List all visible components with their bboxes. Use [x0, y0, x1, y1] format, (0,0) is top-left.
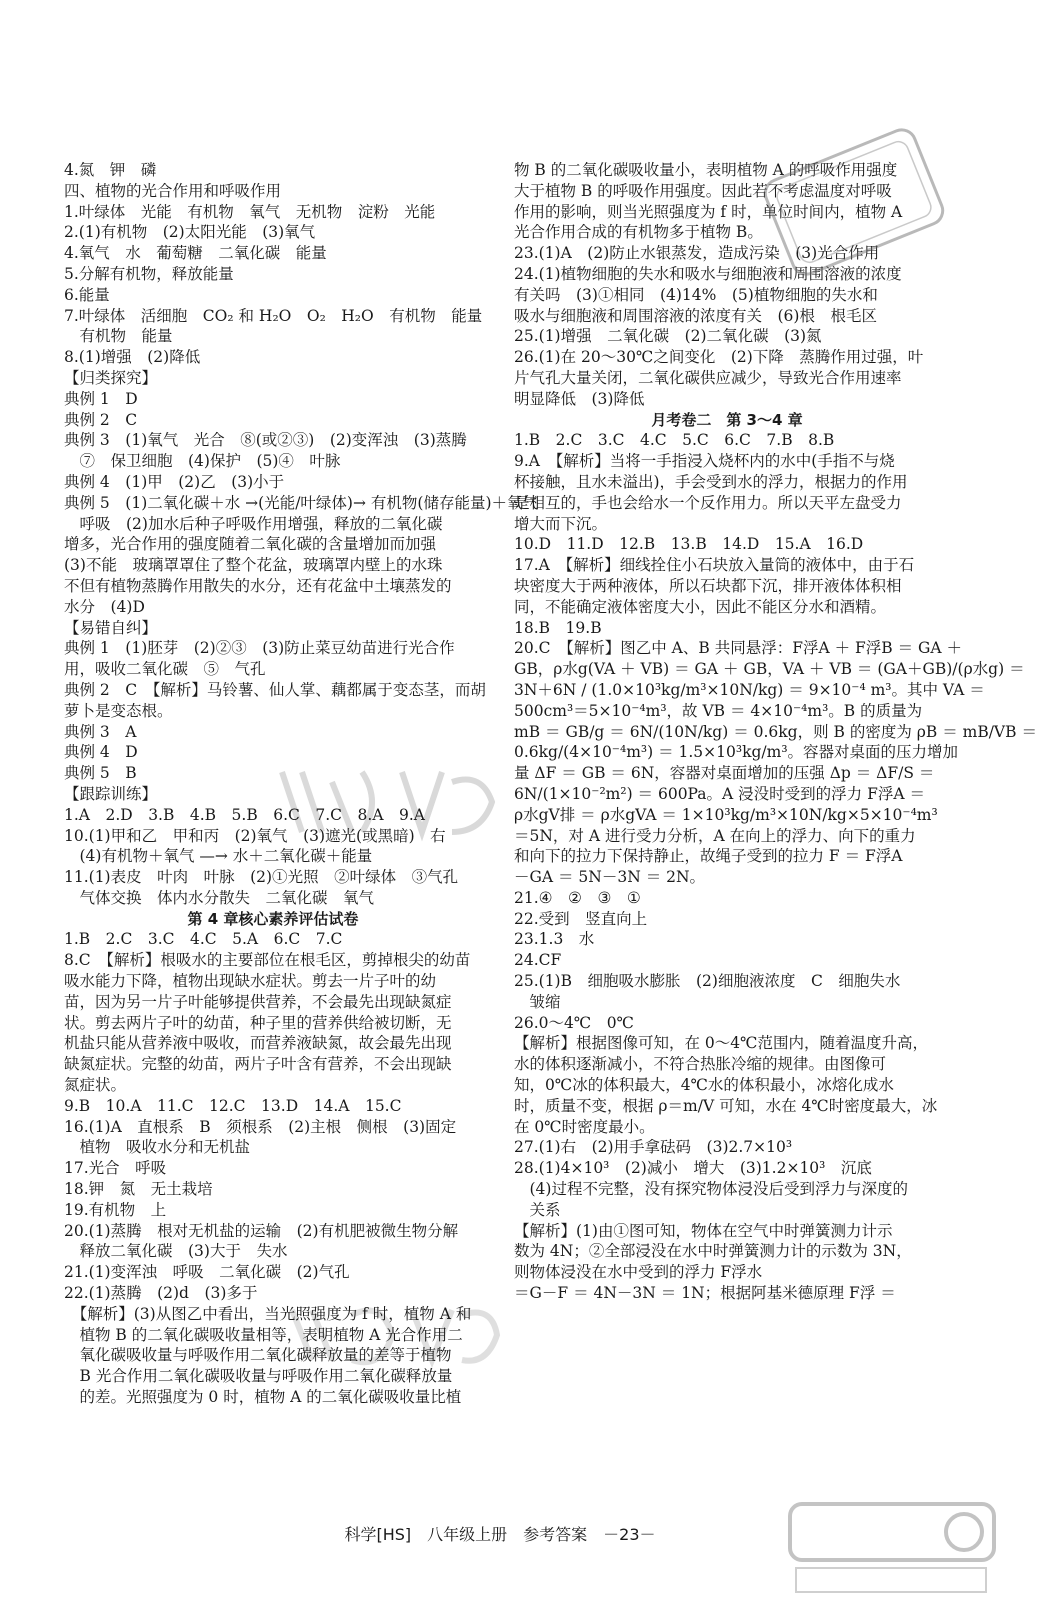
text-line: ＝5N，对 A 进行受力分析，A 在向上的浮力、向下的重力 — [514, 826, 916, 845]
text-line: 用，吸收二氧化碳 ⑤ 气孔 — [64, 660, 266, 679]
text-line: 典例 1 D — [64, 389, 138, 408]
text-line: 1.叶绿体 光能 有机物 氧气 无机物 淀粉 光能 — [64, 202, 436, 221]
text-line: 吸水与细胞液和周围溶液的浓度有关 (6)根 根毛区 — [514, 306, 877, 325]
text-line: 18.钾 氮 无土栽培 — [64, 1180, 213, 1199]
text-line: ρ水gV排 ＝ ρ水gVA ＝ 1×10³kg/m³×10N/kg×5×10⁻⁴m³ — [514, 805, 938, 824]
text-line: 皱缩 — [514, 992, 561, 1011]
text-line: 典例 3 A — [64, 722, 137, 741]
text-line: 26.0～4℃ 0℃ — [514, 1013, 634, 1032]
text-line: 20.(1)蒸腾 根对无机盐的运输 (2)有机肥被微生物分解 — [64, 1221, 459, 1240]
text-line: 植物 吸收水分和无机盐 — [64, 1138, 251, 1157]
text-line: 11.(1)表皮 叶肉 叶脉 (2)①光照 ②叶绿体 ③气孔 — [64, 868, 459, 887]
text-line: 【跟踪训练】 — [64, 784, 158, 803]
text-line: 【解析】(3)从图乙中看出，当光照强度为 f 时，植物 A 和 — [64, 1304, 472, 1323]
text-line: 28.(1)4×10³ (2)减小 增大 (3)1.2×10³ 沉底 — [514, 1159, 872, 1178]
text-line: 典例 5 B — [64, 764, 137, 783]
text-line: mB ＝ GB/g ＝ 6N/(10N/kg) ＝ 0.6kg，则 B 的密度为 ρB ＝ mB/VB ＝ — [514, 722, 1037, 741]
text-line: B 光合作用二氧化碳吸收量与呼吸作用二氧化碳释放量 — [64, 1367, 453, 1386]
text-line: GB，ρ水g(VA ＋ VB) ＝ GA ＋ GB，VA ＋ VB ＝ (GA＋GB)/(ρ水g) ＝ — [514, 660, 1025, 679]
text-line: 和向下的拉力下保持静止，故绳子受到的拉力 F ＝ F浮A — [514, 847, 903, 866]
text-line: 四、植物的光合作用和呼吸作用 — [64, 181, 282, 200]
text-line: 21.(1)变浑浊 呼吸 二氧化碳 (2)气孔 — [64, 1263, 350, 1282]
text-line: 植物 B 的二氧化碳吸收量相等，表明植物 A 光合作用二 — [64, 1325, 463, 1344]
text-line: 缺氮症状。完整的幼苗，两片子叶含有营养，不会出现缺 — [64, 1055, 452, 1074]
text-line: 关系 — [514, 1200, 561, 1219]
text-line: 块密度大于两种液体，所以石块都下沉，排开液体体积相 — [514, 576, 902, 595]
text-line: 典例 1 (1)胚芽 (2)②③ (3)防止菜豆幼苗进行光合作 — [64, 639, 455, 658]
text-line: 5.分解有机物，释放能量 — [64, 264, 234, 283]
text-line: 17.A 【解析】细线拴住小石块放入量筒的液体中，由于石 — [514, 556, 915, 575]
text-line: 同，不能确定液体密度大小，因此不能区分水和酒精。 — [514, 597, 887, 616]
text-line: 水的体积逐渐减小，不符合热胀冷缩的规律。由图像可 — [514, 1055, 887, 1074]
text-line: 4.氮 钾 磷 — [64, 161, 157, 179]
text-line: 20.C 【解析】图乙中 A、B 共同悬浮：F浮A ＋ F浮B ＝ GA ＋ — [514, 639, 963, 658]
text-line: 在 0℃时密度最小。 — [514, 1117, 655, 1136]
text-line: ⑦ 保卫细胞 (4)保护 (5)④ 叶脉 — [64, 452, 341, 471]
text-line: 增多，光合作用的强度随着二氧化碳的含量增加而加强 — [64, 535, 437, 554]
text-line: 1.B 2.C 3.C 4.C 5.A 6.C 7.C — [64, 930, 343, 949]
text-line: 吸水能力下降，植物出现缺水症状。剪去一片子叶的幼 — [64, 972, 437, 991]
text-line: 6N/(1×10⁻²m²) ＝ 600Pa。A 浸没时受到的浮力 F浮A ＝ — [514, 784, 925, 803]
text-line: 状。剪去两片子叶的幼苗，种子里的营养供给被切断，无 — [64, 1013, 452, 1032]
text-line: 8.(1)增强 (2)降低 — [64, 348, 201, 367]
text-line: 24.(1)植物细胞的失水和吸水与细胞液和周围溶液的浓度 — [514, 264, 902, 283]
text-line: 气体交换 体内水分散失 二氧化碳 氧气 — [64, 888, 375, 907]
text-line: 25.(1)增强 二氧化碳 (2)二氧化碳 (3)氮 — [514, 327, 822, 346]
text-line: 片气孔大量关闭，二氧化碳供应减少，导致光合作用速率 — [514, 368, 902, 387]
center-watermark — [262, 752, 522, 852]
text-line: 7.叶绿体 活细胞 CO₂ 和 H₂O O₂ H₂O 有机物 能量 — [64, 306, 483, 325]
text-line: 第 4 章核心素养评估试卷 — [187, 909, 359, 928]
text-line: 9.A 【解析】当将一手指浸入烧杯内的水中(手指不与烧 — [514, 452, 895, 471]
text-line: 月考卷二 第 3～4 章 — [651, 410, 803, 429]
text-line: 22.受到 竖直向上 — [514, 909, 648, 928]
text-line: 3N＋6N / (1.0×10³kg/m³×10N/kg) ＝ 9×10⁻⁴ m³。其中 VA ＝ — [514, 680, 985, 699]
page-footer: 科学[HS] 八年级上册 参考答案 －23－ — [344, 1525, 656, 1544]
lower-watermark — [272, 1290, 512, 1380]
text-line: (4)有机物＋氧气 —→ 水＋二氧化碳＋能量 — [64, 847, 373, 866]
text-line: (4)过程不完整，没有探究物体浸没后受到浮力与深度的 — [514, 1180, 908, 1199]
text-line: 知，0℃冰的体积最大，4℃水的体积最小，冰熔化成水 — [514, 1076, 894, 1095]
text-line: 则物体浸没在水中受到的浮力 F浮水 — [514, 1263, 763, 1282]
text-line: 杯接触，且水未溢出)，手会受到水的浮力，根据力的作用 — [514, 472, 908, 491]
text-line: 典例 5 (1)二氧化碳＋水 →(光能/叶绿体)→ 有机物(储存能量)＋氧气 — [64, 493, 538, 512]
text-line: 典例 3 (1)氧气 光合 ⑧(或②③) (2)变浑浊 (3)蒸腾 — [64, 431, 467, 450]
text-line: 1.A 2.D 3.B 4.B 5.B 6.C 7.C 8.A 9.A — [64, 805, 425, 824]
text-line: 时，质量不变，根据 ρ＝m/V 可知，水在 4℃时密度最大，冰 — [514, 1096, 938, 1115]
text-line: 22.(1)蒸腾 (2)d (3)多于 — [64, 1284, 258, 1303]
text-line: 24.CF — [514, 951, 562, 970]
text-line: 17.光合 呼吸 — [64, 1159, 167, 1178]
text-line: 【解析】根据图像可知，在 0～4℃范围内，随着温度升高， — [514, 1034, 928, 1053]
text-line: 25.(1)B 细胞吸水膨胀 (2)细胞液浓度 C 细胞失水 — [514, 972, 901, 991]
text-line: 500cm³＝5×10⁻⁴m³，故 VB ＝ 4×10⁻⁴m³。B 的质量为 — [514, 701, 923, 720]
text-line: 增大而下沉。 — [514, 514, 608, 533]
text-line: 数为 4N；②全部浸没在水中时弹簧测力计的示数为 3N， — [514, 1242, 912, 1261]
text-line: 1.B 2.C 3.C 4.C 5.C 6.C 7.B 8.B — [514, 431, 835, 450]
text-line: 6.能量 — [64, 285, 110, 304]
right-column — [514, 160, 1037, 1304]
text-line: 释放二氧化碳 (3)大于 失水 — [64, 1242, 288, 1261]
text-line: 23.(1)A (2)防止水银蒸发，造成污染 (3)光合作用 — [514, 244, 880, 263]
text-line: 萝卜是变态根。 — [64, 701, 173, 720]
text-line: 2.(1)有机物 (2)太阳光能 (3)氧气 — [64, 223, 316, 242]
text-line: 物 B 的二氧化碳吸收量小，表明植物 A 的呼吸作用强度 — [514, 161, 898, 179]
text-line: 氧化碳吸收量与呼吸作用二氧化碳释放量的差等于植物 — [64, 1346, 452, 1365]
text-line: 26.(1)在 20～30℃之间变化 (2)下降 蒸腾作用过强，叶 — [514, 348, 924, 367]
text-line: 【归类探究】 — [64, 368, 158, 387]
text-line: 9.B 10.A 11.C 12.C 13.D 14.A 15.C — [64, 1096, 402, 1115]
text-line: 氮症状。 — [64, 1076, 127, 1095]
text-line: 量 ΔF ＝ GB ＝ 6N，容器对桌面增加的压强 Δp ＝ ΔF/S ＝ — [514, 764, 935, 783]
text-line: 【解析】(1)由①图可知，物体在空气中时弹簧测力计示 — [514, 1221, 893, 1240]
text-line: 典例 2 C 【解析】马铃薯、仙人掌、藕都属于变态茎，而胡 — [64, 680, 486, 699]
text-line: (3)不能 玻璃罩罩住了整个花盆，玻璃罩内壁上的水珠 — [64, 556, 443, 575]
text-line: 16.(1)A 直根系 B 须根系 (2)主根 侧根 (3)固定 — [64, 1117, 457, 1136]
text-line: 苗，因为另一片子叶能够提供营养，不会最先出现缺氮症 — [64, 992, 452, 1011]
text-line: 有关吗 (3)①相同 (4)14% (5)植物细胞的失水和 — [514, 285, 878, 304]
text-line: 大于植物 B 的呼吸作用强度。因此若不考虑温度对呼吸 — [514, 181, 892, 200]
text-line: 不但有植物蒸腾作用散失的水分，还有花盆中土壤蒸发的 — [64, 576, 452, 595]
text-line: 有机物 能量 — [64, 327, 173, 346]
text-line: 机盐只能从营养液中吸收，而营养液缺氮，故会最先出现 — [64, 1034, 452, 1053]
text-line: 光合作用合成的有机物多于植物 B。 — [514, 223, 763, 242]
text-line: 18.B 19.B — [514, 618, 602, 637]
text-line: 19.有机物 上 — [64, 1200, 167, 1219]
text-line: 典例 4 (1)甲 (2)乙 (3)小于 — [64, 472, 285, 491]
answer-circle-logo — [784, 1498, 1000, 1600]
text-line: 呼吸 (2)加水后种子呼吸作用增强，释放的二氧化碳 — [64, 514, 443, 533]
text-line: 典例 4 D — [64, 743, 138, 762]
text-line: 【易错自纠】 — [64, 618, 158, 637]
text-line: 21.④ ② ③ ① — [514, 888, 641, 907]
text-line: 明显降低 (3)降低 — [514, 389, 645, 408]
text-line: 水分 (4)D — [64, 597, 145, 616]
text-line: 4.氧气 水 葡萄糖 二氧化碳 能量 — [64, 244, 327, 263]
text-line: 典例 2 C — [64, 410, 138, 429]
text-line: 的差。光照强度为 0 时，植物 A 的二氧化碳吸收量比植 — [64, 1388, 462, 1407]
text-line: 10.(1)甲和乙 甲和丙 (2)氧气 (3)遮光(或黑暗) 右 — [64, 826, 446, 845]
text-line: ＝G－F ＝ 4N－3N ＝ 1N；根据阿基米德原理 F浮 ＝ — [514, 1284, 896, 1303]
text-line: 10.D 11.D 12.B 13.B 14.D 15.A 16.D — [514, 535, 864, 554]
text-line: 23.1.3 水 — [514, 930, 595, 949]
text-line: －GA ＝ 5N－3N ＝ 2N。 — [514, 868, 706, 887]
text-line: 0.6kg/(4×10⁻⁴m³) ＝ 1.5×10³kg/m³。容器对桌面的压力增加 — [514, 743, 959, 762]
text-line: 27.(1)右 (2)用手拿砝码 (3)2.7×10³ — [514, 1138, 793, 1157]
text-line: 8.C 【解析】根吸水的主要部位在根毛区，剪掉根尖的幼苗 — [64, 951, 471, 970]
text-line: 作用的影响，则当光照强度为 f 时，单位时间内，植物 A — [514, 202, 903, 221]
text-line: 是相互的，手也会给水一个反作用力。所以天平左盘受力 — [514, 493, 902, 512]
